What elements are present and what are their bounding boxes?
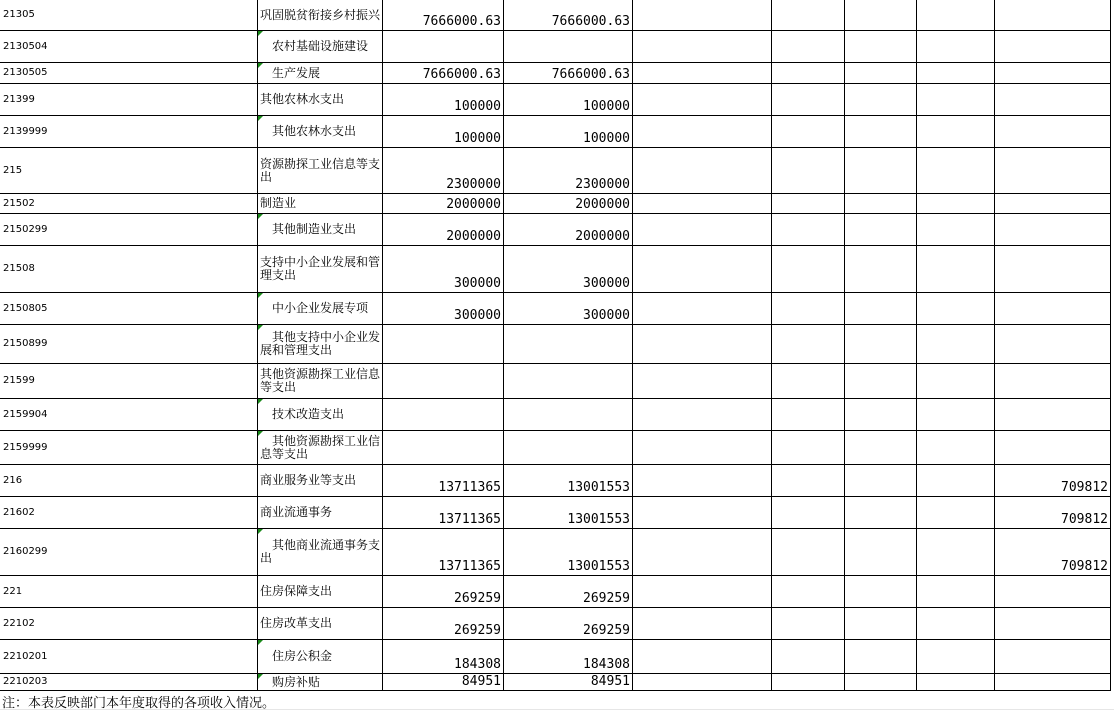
text-format-indicator-icon [258, 293, 263, 298]
code-text: 2139999 [3, 125, 48, 137]
cell-empty[interactable] [772, 31, 845, 63]
amount-text: 2000000 [575, 229, 630, 244]
cell-amount[interactable] [504, 148, 633, 194]
cell-amount[interactable] [383, 246, 504, 293]
name-text: 农村基础设施建设 [272, 39, 369, 53]
cell-empty[interactable] [633, 63, 772, 84]
cell-empty[interactable] [633, 529, 772, 576]
cell-empty[interactable] [917, 246, 995, 293]
cell-amount[interactable] [504, 431, 633, 465]
cell-name[interactable] [258, 84, 383, 116]
table-note: 注：本表反映部门本年度取得的各项收入情况。 [2, 696, 276, 711]
cell-empty[interactable] [845, 640, 917, 674]
cell-empty[interactable] [917, 293, 995, 325]
code-text: 2210203 [3, 676, 48, 687]
cell-amount[interactable] [383, 497, 504, 529]
cell-amount[interactable] [504, 529, 633, 576]
cell-name[interactable] [258, 214, 383, 246]
cell-amount[interactable] [383, 293, 504, 325]
cell-name[interactable] [258, 194, 383, 214]
cell-empty[interactable] [772, 194, 845, 214]
name-text: 其他支持中小企业发展和管理支出 [260, 330, 381, 357]
cell-code[interactable] [0, 31, 258, 63]
cell-amount[interactable] [383, 194, 504, 214]
cell-empty[interactable] [633, 465, 772, 497]
code-text: 21602 [3, 506, 35, 518]
cell-empty[interactable] [845, 84, 917, 116]
cell-code[interactable] [0, 640, 258, 674]
cell-empty[interactable] [633, 576, 772, 608]
text-format-indicator-icon [258, 325, 263, 330]
cell-amount[interactable] [995, 325, 1111, 364]
cell-code[interactable] [0, 0, 258, 31]
cell-amount[interactable] [504, 640, 633, 674]
name-text: 其他制造业支出 [272, 222, 357, 236]
cell-empty[interactable] [845, 529, 917, 576]
cell-amount[interactable] [995, 399, 1111, 431]
amount-text: 7666000.63 [551, 67, 630, 82]
cell-code[interactable] [0, 497, 258, 529]
cell-empty[interactable] [845, 148, 917, 194]
code-text: 215 [3, 164, 23, 176]
amount-text: 2000000 [446, 229, 501, 244]
cell-amount[interactable] [995, 431, 1111, 465]
cell-empty[interactable] [845, 31, 917, 63]
code-text: 2160299 [3, 546, 48, 557]
cell-empty[interactable] [633, 399, 772, 431]
cell-amount[interactable] [383, 31, 504, 63]
cell-code[interactable] [0, 293, 258, 325]
cell-code[interactable] [0, 529, 258, 576]
cell-code[interactable] [0, 364, 258, 399]
amount-text: 709812 [1061, 559, 1108, 574]
cell-amount[interactable] [504, 63, 633, 84]
cell-empty[interactable] [917, 116, 995, 148]
cell-name[interactable] [258, 497, 383, 529]
amount-text: 100000 [583, 99, 630, 114]
cell-empty[interactable] [917, 31, 995, 63]
amount-text: 13001553 [567, 559, 630, 574]
cell-amount[interactable] [504, 214, 633, 246]
amount-text: 7666000.63 [551, 14, 630, 29]
cell-amount[interactable] [504, 465, 633, 497]
name-text: 资源勘探工业信息等支出 [260, 156, 381, 184]
cell-empty[interactable] [772, 465, 845, 497]
cell-empty[interactable] [633, 640, 772, 674]
cell-name[interactable] [258, 0, 383, 31]
amount-text: 2300000 [446, 177, 501, 192]
cell-empty[interactable] [845, 674, 917, 691]
cell-code[interactable] [0, 246, 258, 293]
name-text: 技术改造支出 [272, 407, 345, 421]
amount-text: 13711365 [438, 480, 501, 495]
cell-name[interactable] [258, 399, 383, 431]
cell-empty[interactable] [845, 465, 917, 497]
cell-amount[interactable] [504, 399, 633, 431]
text-format-indicator-icon [258, 529, 263, 534]
cell-empty[interactable] [845, 608, 917, 640]
code-text: 21305 [3, 9, 35, 20]
cell-amount[interactable] [995, 31, 1111, 63]
cell-code[interactable] [0, 116, 258, 148]
cell-amount[interactable] [383, 63, 504, 84]
cell-code[interactable] [0, 608, 258, 640]
cell-empty[interactable] [845, 431, 917, 465]
amount-text: 269259 [583, 623, 630, 638]
cell-amount[interactable] [995, 63, 1111, 84]
name-text: 住房保障支出 [260, 584, 333, 598]
name-text: 生产发展 [272, 65, 321, 80]
cell-empty[interactable] [633, 325, 772, 364]
cell-empty[interactable] [772, 497, 845, 529]
code-text: 221 [3, 585, 23, 597]
cell-name[interactable] [258, 31, 383, 63]
cell-empty[interactable] [917, 576, 995, 608]
code-text: 21399 [3, 93, 35, 105]
cell-code[interactable] [0, 674, 258, 691]
cell-name[interactable] [258, 116, 383, 148]
cell-empty[interactable] [845, 399, 917, 431]
cell-amount[interactable] [504, 364, 633, 399]
cell-amount[interactable] [383, 116, 504, 148]
cell-amount[interactable] [995, 0, 1111, 31]
amount-text: 300000 [454, 308, 501, 323]
cell-amount[interactable] [995, 465, 1111, 497]
cell-code[interactable] [0, 576, 258, 608]
amount-text: 184308 [454, 657, 501, 672]
cell-amount[interactable] [383, 148, 504, 194]
name-text: 其他农林水支出 [272, 124, 357, 138]
code-text: 21502 [3, 197, 35, 209]
name-text: 中小企业发展专项 [272, 301, 369, 315]
cell-empty[interactable] [845, 576, 917, 608]
cell-amount[interactable] [383, 214, 504, 246]
amount-text: 300000 [583, 276, 630, 291]
amount-text: 13001553 [567, 512, 630, 527]
cell-name[interactable] [258, 63, 383, 84]
cell-code[interactable] [0, 148, 258, 194]
cell-empty[interactable] [917, 608, 995, 640]
code-text: 2130505 [3, 67, 48, 78]
cell-amount[interactable] [504, 0, 633, 31]
cell-amount[interactable] [995, 116, 1111, 148]
cell-amount[interactable] [383, 608, 504, 640]
cell-amount[interactable] [504, 194, 633, 214]
name-text: 商业服务业等支出 [260, 473, 357, 487]
amount-text: 13711365 [438, 559, 501, 574]
text-format-indicator-icon [258, 431, 263, 436]
name-text: 支持中小企业发展和管理支出 [260, 255, 381, 282]
name-text: 其他资源勘探工业信息等支出 [260, 367, 381, 394]
cell-amount[interactable] [995, 214, 1111, 246]
cell-empty[interactable] [772, 576, 845, 608]
cell-amount[interactable] [383, 431, 504, 465]
cell-empty[interactable] [633, 608, 772, 640]
cell-empty[interactable] [633, 0, 772, 31]
amount-text: 84951 [590, 674, 630, 689]
cell-amount[interactable] [995, 293, 1111, 325]
cell-empty[interactable] [917, 0, 995, 31]
cell-empty[interactable] [845, 293, 917, 325]
cell-empty[interactable] [772, 63, 845, 84]
code-text: 2150299 [3, 223, 48, 235]
cell-name[interactable] [258, 608, 383, 640]
cell-empty[interactable] [772, 674, 845, 691]
cell-empty[interactable] [845, 497, 917, 529]
cell-name[interactable] [258, 640, 383, 674]
cell-empty[interactable] [917, 674, 995, 691]
cell-empty[interactable] [772, 116, 845, 148]
cell-code[interactable] [0, 63, 258, 84]
cell-empty[interactable] [633, 194, 772, 214]
cell-empty[interactable] [917, 497, 995, 529]
cell-empty[interactable] [845, 325, 917, 364]
cell-amount[interactable] [995, 674, 1111, 691]
cell-empty[interactable] [772, 148, 845, 194]
name-text: 其他资源勘探工业信息等支出 [260, 433, 381, 461]
cell-empty[interactable] [772, 399, 845, 431]
cell-amount[interactable] [995, 84, 1111, 116]
name-text: 商业流通事务 [260, 505, 333, 519]
amount-text: 13711365 [438, 512, 501, 527]
code-text: 21508 [3, 263, 35, 274]
name-text: 其他商业流通事务支出 [260, 538, 381, 565]
cell-amount[interactable] [383, 640, 504, 674]
cell-amount[interactable] [383, 399, 504, 431]
cell-amount[interactable] [504, 325, 633, 364]
cell-amount[interactable] [995, 364, 1111, 399]
amount-text: 7666000.63 [422, 67, 501, 82]
cell-empty[interactable] [917, 84, 995, 116]
cell-empty[interactable] [772, 325, 845, 364]
code-text: 2150805 [3, 302, 48, 314]
name-text: 巩固脱贫衔接乡村振兴 [260, 7, 381, 22]
cell-name[interactable] [258, 148, 383, 194]
cell-empty[interactable] [633, 148, 772, 194]
amount-text: 709812 [1061, 512, 1108, 527]
cell-empty[interactable] [772, 364, 845, 399]
text-format-indicator-icon [258, 399, 263, 404]
code-text: 2150899 [3, 338, 48, 349]
text-format-indicator-icon [258, 31, 263, 36]
cell-amount[interactable] [383, 84, 504, 116]
cell-empty[interactable] [772, 214, 845, 246]
cell-empty[interactable] [917, 194, 995, 214]
cell-code[interactable] [0, 431, 258, 465]
cell-empty[interactable] [633, 214, 772, 246]
cell-amount[interactable] [383, 0, 504, 31]
cell-empty[interactable] [917, 214, 995, 246]
cell-empty[interactable] [772, 246, 845, 293]
cell-empty[interactable] [845, 364, 917, 399]
amount-text: 84951 [461, 674, 501, 689]
cell-name[interactable] [258, 529, 383, 576]
amount-text: 100000 [454, 99, 501, 114]
cell-code[interactable] [0, 194, 258, 214]
cell-empty[interactable] [917, 640, 995, 674]
cell-amount[interactable] [995, 608, 1111, 640]
cell-empty[interactable] [772, 640, 845, 674]
cell-empty[interactable] [917, 148, 995, 194]
cell-code[interactable] [0, 465, 258, 497]
cell-empty[interactable] [633, 497, 772, 529]
cell-amount[interactable] [383, 576, 504, 608]
cell-empty[interactable] [845, 116, 917, 148]
cell-empty[interactable] [772, 0, 845, 31]
cell-empty[interactable] [917, 399, 995, 431]
cell-empty[interactable] [917, 63, 995, 84]
code-text: 2159999 [3, 441, 48, 453]
cell-amount[interactable] [504, 31, 633, 63]
cell-amount[interactable] [383, 674, 504, 691]
cell-amount[interactable] [504, 608, 633, 640]
cell-code[interactable] [0, 399, 258, 431]
cell-empty[interactable] [633, 116, 772, 148]
cell-empty[interactable] [917, 364, 995, 399]
name-text: 其他农林水支出 [260, 92, 345, 106]
amount-text: 7666000.63 [422, 14, 501, 29]
cell-amount[interactable] [504, 293, 633, 325]
name-text: 购房补贴 [272, 674, 321, 689]
cell-name[interactable] [258, 576, 383, 608]
cell-empty[interactable] [633, 364, 772, 399]
amount-text: 2000000 [575, 197, 630, 212]
cell-empty[interactable] [917, 431, 995, 465]
cell-empty[interactable] [917, 529, 995, 576]
cell-empty[interactable] [845, 194, 917, 214]
cell-amount[interactable] [995, 246, 1111, 293]
cell-amount[interactable] [504, 116, 633, 148]
cell-amount[interactable] [383, 465, 504, 497]
amount-text: 300000 [454, 276, 501, 291]
amount-text: 184308 [583, 657, 630, 672]
amount-text: 269259 [454, 623, 501, 638]
code-text: 22102 [3, 617, 35, 629]
amount-text: 269259 [454, 591, 501, 606]
cell-code[interactable] [0, 214, 258, 246]
text-format-indicator-icon [258, 214, 263, 219]
cell-empty[interactable] [772, 84, 845, 116]
cell-empty[interactable] [633, 84, 772, 116]
cell-empty[interactable] [845, 246, 917, 293]
text-format-indicator-icon [258, 640, 263, 645]
amount-text: 300000 [583, 308, 630, 323]
amount-text: 2000000 [446, 197, 501, 212]
cell-amount[interactable] [995, 529, 1111, 576]
name-text: 住房改革支出 [260, 616, 333, 630]
code-text: 2210201 [3, 650, 48, 662]
cell-empty[interactable] [633, 293, 772, 325]
cell-amount[interactable] [995, 640, 1111, 674]
cell-empty[interactable] [917, 465, 995, 497]
cell-amount[interactable] [383, 364, 504, 399]
cell-name[interactable] [258, 674, 383, 691]
cell-amount[interactable] [383, 529, 504, 576]
cell-empty[interactable] [845, 63, 917, 84]
cell-amount[interactable] [504, 84, 633, 116]
cell-empty[interactable] [633, 31, 772, 63]
cell-name[interactable] [258, 465, 383, 497]
cell-amount[interactable] [995, 576, 1111, 608]
cell-empty[interactable] [772, 293, 845, 325]
amount-text: 13001553 [567, 480, 630, 495]
cell-amount[interactable] [995, 497, 1111, 529]
cell-amount[interactable] [995, 194, 1111, 214]
cell-empty[interactable] [845, 214, 917, 246]
amount-text: 100000 [454, 131, 501, 146]
cell-name[interactable] [258, 325, 383, 364]
cell-empty[interactable] [845, 0, 917, 31]
cell-code[interactable] [0, 84, 258, 116]
amount-text: 269259 [583, 591, 630, 606]
code-text: 21599 [3, 375, 35, 386]
amount-text: 2300000 [575, 177, 630, 192]
cell-empty[interactable] [772, 431, 845, 465]
cell-empty[interactable] [772, 529, 845, 576]
text-format-indicator-icon [258, 116, 263, 121]
cell-empty[interactable] [633, 674, 772, 691]
cell-name[interactable] [258, 293, 383, 325]
cell-amount[interactable] [504, 674, 633, 691]
code-text: 216 [3, 474, 23, 486]
text-format-indicator-icon [258, 63, 263, 68]
cell-amount[interactable] [504, 497, 633, 529]
name-text: 住房公积金 [272, 649, 333, 663]
cell-amount[interactable] [504, 576, 633, 608]
amount-text: 100000 [583, 131, 630, 146]
code-text: 2159904 [3, 408, 48, 420]
cell-empty[interactable] [633, 431, 772, 465]
code-text: 2130504 [3, 40, 48, 52]
text-format-indicator-icon [258, 674, 263, 679]
amount-text: 709812 [1061, 480, 1108, 495]
cell-name[interactable] [258, 364, 383, 399]
cell-amount[interactable] [383, 325, 504, 364]
cell-code[interactable] [0, 325, 258, 364]
cell-empty[interactable] [633, 246, 772, 293]
cell-empty[interactable] [772, 608, 845, 640]
cell-amount[interactable] [995, 148, 1111, 194]
cell-name[interactable] [258, 246, 383, 293]
name-text: 制造业 [260, 196, 297, 210]
cell-empty[interactable] [917, 325, 995, 364]
cell-amount[interactable] [504, 246, 633, 293]
cell-name[interactable] [258, 431, 383, 465]
